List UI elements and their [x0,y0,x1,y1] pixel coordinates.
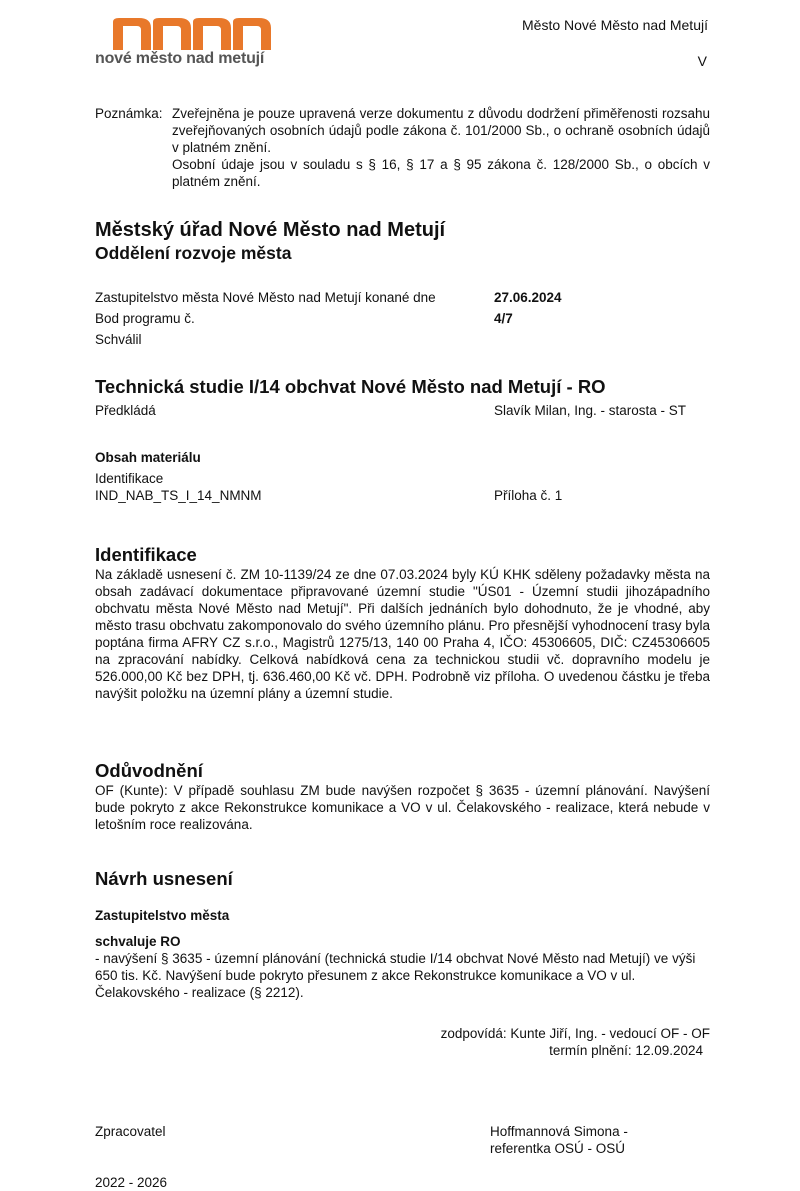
responsible-person: zodpovídá: Kunte Jiří, Ing. - vedoucí OF - OF [440,1026,710,1041]
note-body [172,105,710,190]
contents-item: Identifikace [95,471,164,486]
approved-by-label: Schválil [95,332,142,347]
document-marker: V [697,53,707,69]
office-header [95,218,445,264]
justification-heading: Odůvodnění [95,760,203,781]
justification-text: OF (Kunte): V případě souhlasu ZM bude navýšen rozpočet § 3635 - územní plánování. Navýšení bude pokryto z akce Rekonstrukce komunikace a VO v ul. Čelakovského - realizace, která nebude v letošním roce realizována. [95,783,710,832]
identification-text: Na základě usnesení č. ZM 10-1139/24 ze dne 07.03.2024 byly KÚ KHK sděleny požadavky města na obsah zadávací dokumentace připravované územní studie "ÚS01 - Územní studii jihozápadního obchvatu města Nové Město nad Metují". Při dalších jednáních bylo dohodnuto, že je vhodné, aby město trasu obchvatu zakomponovalo do svého územního plánu. Pro přesnější vyhodnocení trasy byla poptána firma AFRY CZ s.r.o., Magistrů 1275/13, 140 00 Praha 4, IČO: 45306605, DIČ: CZ45306605 na zpracování nabídky. Celková nabídková cena za technickou studii vč. dopravního modelu je 526.000,00 Kč bez DPH, tj. 636.460,00 Kč vč. DPH. Podrobně viz příloha. O uvedenou částku je třeba navýšit položku na územní plány a územní studie. [95,567,710,701]
presenter-label: Předkládá [95,403,156,418]
department-title: Oddělení rozvoje města [95,243,292,263]
presenter-name: Slavík Milan, Ing. - starosta - ST [494,403,687,418]
deadline: termín plnění: 12.09.2024 [549,1043,703,1058]
town-logo-mark [113,18,271,50]
session-label: Zastupitelstvo města Nové Město nad Metují konané dne [95,290,436,305]
term-label: 2022 - 2026 [95,1175,168,1190]
proposal-title: Technická studie I/14 obchvat Nové Město nad Metují - RO [95,376,606,397]
resolution-text: - navýšení § 3635 - územní plánování (technická studie I/14 obchvat Nové Město nad Metují) ve výši 650 tis. Kč. Navýšení bude pokryto přesunem z akce Rekonstrukce komunikace a VO v ul. Čelakovského - realizace (§ 2212). [95,951,696,1000]
resolution-heading: Návrh usnesení [95,868,233,889]
municipality-name: Město Nové Město nad Metují [522,17,708,33]
processor-name: Hoffmannová Simona - [490,1124,628,1139]
logo-wordmark: nové město nad metují [95,50,265,67]
agenda-item-number: 4/7 [494,311,513,326]
session-date: 27.06.2024 [494,290,562,305]
contents-item: IND_NAB_TS_I_14_NMNM [95,488,262,503]
identification-heading: Identifikace [95,544,197,565]
office-title: Městský úřad Nové Město nad Metují [95,219,446,241]
resolution-verdict: schvaluje RO [95,934,181,949]
note-label: Poznámka: [95,106,163,121]
contents-heading: Obsah materiálu [95,450,201,465]
processor-label: Zpracovatel [95,1124,166,1139]
agenda-item-label: Bod programu č. [95,311,195,326]
processor-role: referentka OSÚ - OSÚ [490,1141,626,1156]
note-line: Osobní údaje jsou v souladu s § 16, § 17 a § 95 zákona č. 128/2000 Sb., o obcích v platném znění. [172,157,710,189]
note-line: Zveřejněna je pouze upravená verze dokumentu z důvodu dodržení přiměřenosti rozsahu zveřejňovaných osobních údajů podle zákona č. 101/2000 Sb., o ochraně osobních údajů v platném znění. [172,106,710,155]
attachment-label: Příloha č. 1 [494,488,563,503]
resolution-body: Zastupitelstvo města [95,908,230,923]
contents-section [95,449,262,504]
